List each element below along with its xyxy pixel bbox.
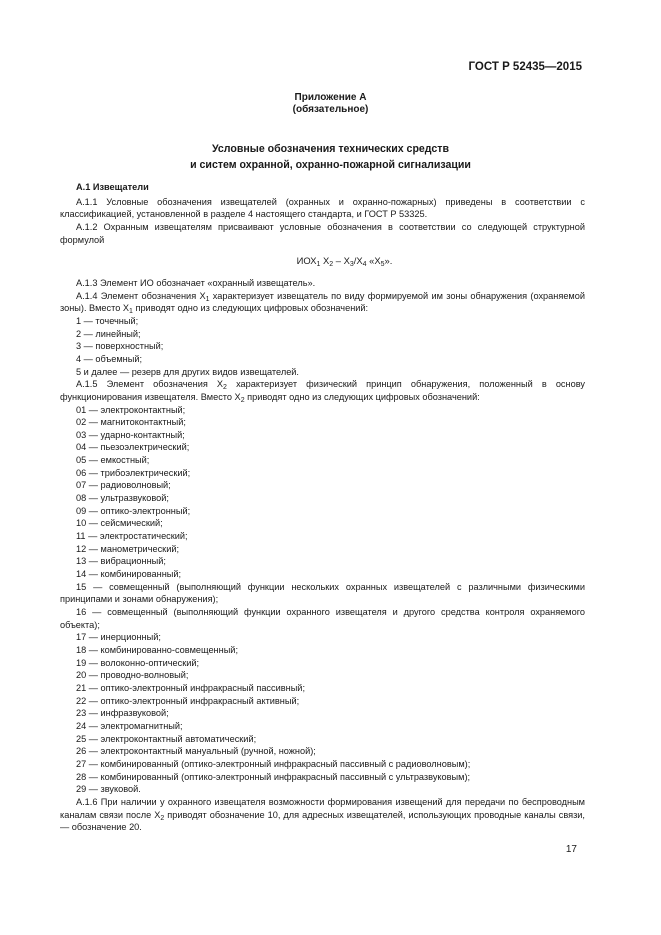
- list-item: 29 — звуковой.: [76, 784, 141, 795]
- list-item: 05 — емкостный;: [76, 455, 150, 466]
- appendix-title: Приложение А: [294, 92, 367, 103]
- list-item: 26 — электроконтактный мануальный (ручной, ножной);: [76, 746, 316, 757]
- list-item: 08 — ультразвуковой;: [76, 493, 169, 504]
- list-item: 27 — комбинированный (оптико-электронный инфракрасный пассивный с радиоволновым);: [76, 758, 471, 769]
- paragraph-a13: А.1.3 Элемент ИО обозначает «охранный извещатель».: [76, 277, 316, 288]
- paragraph-a15: А.1.5 Элемент обозначения $X_2$ характеризует физический принцип обнаружения, положенный в основу функционирования извещателя. Вместо $X_2$ приводят одно из следующих цифровых обозначений:: [60, 379, 585, 404]
- list-item: 5 и далее — резерв для других видов извещателей.: [76, 366, 299, 377]
- principle-code-list: [60, 404, 585, 796]
- list-item: 18 — комбинированно-совмещенный;: [76, 644, 238, 655]
- list-item: 2 — линейный;: [76, 328, 141, 339]
- list-item: 4 — объемный;: [76, 353, 142, 364]
- list-item: 25 — электроконтактный автоматический;: [76, 733, 257, 744]
- page-number: 17: [565, 844, 577, 855]
- list-item: 22 — оптико-электронный инфракрасный активный;: [76, 695, 300, 706]
- appendix-status: (обязательное): [292, 104, 369, 115]
- list-item: 07 — радиоволновый;: [76, 480, 171, 491]
- list-item: 20 — проводно-волновый;: [76, 670, 189, 681]
- appendix-heading: [0, 92, 661, 115]
- list-item: 21 — оптико-электронный инфракрасный пассивный;: [76, 682, 305, 693]
- list-item: 01 — электроконтактный;: [76, 404, 186, 415]
- list-item: 19 — волоконно-оптический;: [76, 657, 200, 668]
- section-heading: А.1 Извещатели: [76, 182, 149, 192]
- paragraph-a12: А.1.2 Охранным извещателям присваивают условные обозначения в соответствии со следующей структурной формулой: [60, 221, 585, 245]
- list-item: 17 — инерционный;: [76, 632, 161, 643]
- document-title: [0, 141, 661, 173]
- list-item: 3 — поверхностный;: [76, 341, 164, 352]
- list-item: 23 — инфразвуковой;: [76, 708, 169, 719]
- zone-code-list: [60, 315, 585, 378]
- document-body: [60, 181, 585, 834]
- list-item: 13 — вибрационный;: [76, 556, 166, 567]
- paragraph-a14: А.1.4 Элемент обозначения $X_1$ характеризует извещатель по виду формируемой им зоны обнаружения (охраняемой зоны). Вместо $X_1$ приводят одно из следующих цифровых обозначений:: [60, 290, 585, 316]
- list-item: 1 — точечный;: [76, 315, 139, 326]
- list-item: 15 — совмещенный (выполняющий функции нескольких охранных извещателей с различными физическими принципами и зонами обнаружения);: [60, 581, 585, 605]
- list-item: 16 — совмещенный (выполняющий функции охранного извещателя и другого средства контроля охраняемого объекта);: [60, 607, 585, 630]
- list-item: 02 — магнитоконтактный;: [76, 417, 186, 428]
- standard-number: ГОСТ Р 52435—2015: [468, 61, 582, 73]
- list-item: 04 — пьезоэлектрический;: [76, 442, 190, 453]
- title-line-2: и систем охранной, охранно-пожарной сигнализации: [190, 159, 471, 171]
- list-item: 06 — трибоэлектрический;: [76, 467, 191, 478]
- list-item: 14 — комбинированный;: [76, 569, 182, 580]
- list-item: 10 — сейсмический;: [76, 518, 163, 529]
- list-item: 09 — оптико-электронный;: [76, 505, 191, 516]
- list-item: 12 — манометрический;: [76, 543, 180, 554]
- list-item: 28 — комбинированный (оптико-электронный инфракрасный пассивный с ультразвуковым);: [76, 771, 471, 782]
- list-item: 03 — ударно-контактный;: [76, 429, 185, 440]
- paragraph-a11: А.1.1 Условные обозначения извещателей (охранных и охранно-пожарных) приведены в соответствии с классификацией, установленной в разделе 4 настоящего стандарта, и ГОСТ Р 53325.: [60, 196, 585, 220]
- structural-formula: $ИОХ_1$ $Х_2 - Х_3/Х_4$ «$Х_5$».: [296, 255, 393, 269]
- paragraph-a16: А.1.6 При наличии у охранного извещателя возможности формирования извещений для передачи по беспроводным каналам связи после $X_2$ приводят обозначение 10, для адресных извещателей, использующих проводные каналы связи, — обозначение 20.: [60, 796, 585, 833]
- list-item: 24 — электромагнитный;: [76, 720, 183, 731]
- title-line-1: Условные обозначения технических средств: [211, 143, 449, 155]
- list-item: 11 — электростатический;: [76, 531, 188, 542]
